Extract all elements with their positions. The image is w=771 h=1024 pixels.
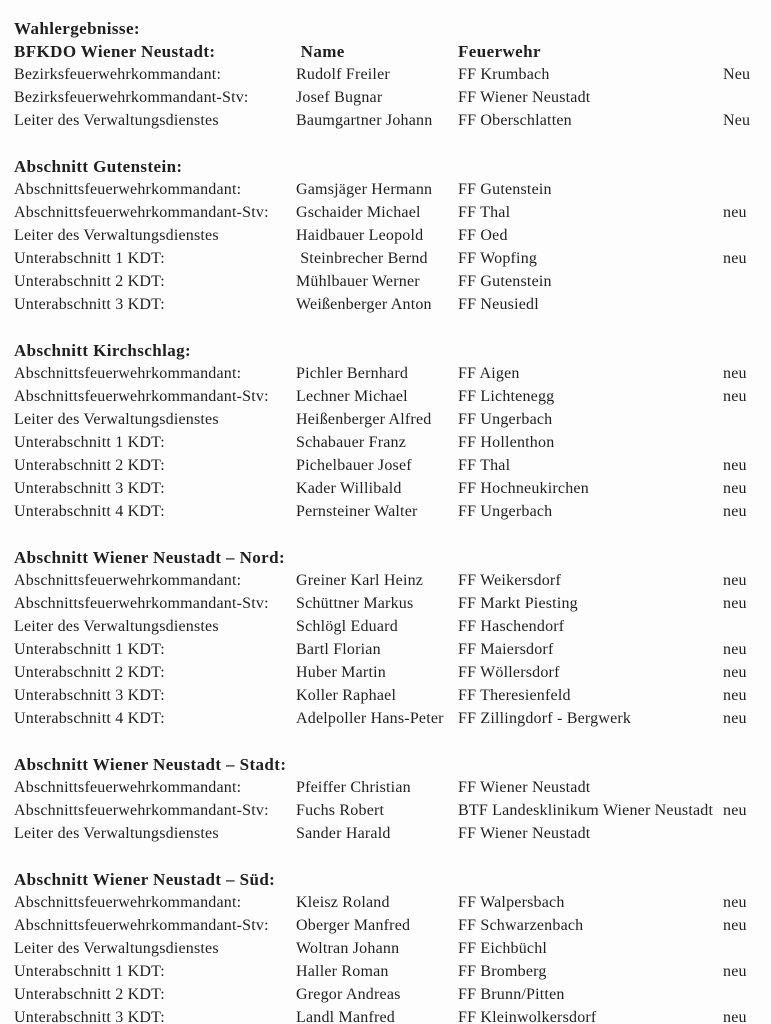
table-row — [14, 247, 761, 270]
position-cell: Abschnittsfeuerwehrkommandant-Stv: — [14, 388, 269, 405]
section-heading: Abschnitt Gutenstein: — [14, 157, 183, 176]
status-cell: Neu — [723, 112, 751, 129]
feuerwehr-cell: FF Markt Piesting — [458, 595, 578, 612]
feuerwehr-cell: FF Theresienfeld — [458, 687, 571, 704]
table-row — [14, 799, 761, 822]
feuerwehr-cell: FF Hochneukirchen — [458, 480, 589, 497]
column-header-status — [723, 40, 761, 63]
table-header-row — [14, 40, 761, 63]
name-cell: Schabauer Franz — [296, 434, 407, 451]
table-row — [14, 500, 761, 523]
name-cell: Gregor Andreas — [296, 986, 401, 1003]
section-heading: Abschnitt Wiener Neustadt – Nord: — [14, 548, 286, 567]
feuerwehr-cell: FF Zillingdorf - Bergwerk — [458, 710, 632, 727]
position-cell: Leiter des Verwaltungsdienstes — [14, 227, 219, 244]
name-cell: Weißenberger Anton — [296, 296, 432, 313]
status-cell: neu — [723, 1009, 747, 1024]
position-cell: Leiter des Verwaltungsdienstes — [14, 825, 219, 842]
table-row — [14, 914, 761, 937]
name-cell: Kader Willibald — [296, 480, 402, 497]
feuerwehr-cell: FF Wöllersdorf — [458, 664, 560, 681]
name-cell: Schüttner Markus — [296, 595, 414, 612]
table-row — [14, 592, 761, 615]
table-row — [14, 201, 761, 224]
name-cell: Kleisz Roland — [296, 894, 390, 911]
status-cell: neu — [723, 710, 747, 727]
name-cell: Gschaider Michael — [296, 204, 421, 221]
feuerwehr-cell: FF Maiersdorf — [458, 641, 554, 658]
table-row — [14, 891, 761, 914]
feuerwehr-cell: FF Ungerbach — [458, 503, 553, 520]
name-cell: Pichler Bernhard — [296, 365, 409, 382]
table-row — [14, 270, 761, 293]
status-cell: neu — [723, 365, 747, 382]
feuerwehr-cell: FF Gutenstein — [458, 181, 552, 198]
table-row — [14, 1006, 761, 1024]
feuerwehr-cell: FF Thal — [458, 204, 511, 221]
position-cell: Unterabschnitt 2 KDT: — [14, 457, 165, 474]
status-cell — [723, 224, 761, 247]
section-heading: Abschnitt Kirchschlag: — [14, 341, 192, 360]
status-cell — [723, 178, 761, 201]
name-cell: Fuchs Robert — [296, 802, 385, 819]
page-title: Wahlergebnisse: — [14, 19, 140, 38]
feuerwehr-cell: FF Wiener Neustadt — [458, 825, 591, 842]
table-row — [14, 109, 761, 132]
table-row — [14, 408, 761, 431]
section-heading: Abschnitt Wiener Neustadt – Stadt: — [14, 755, 287, 774]
name-cell: Landl Manfred — [296, 1009, 396, 1024]
position-cell: Abschnittsfeuerwehrkommandant: — [14, 572, 242, 589]
feuerwehr-cell: FF Kleinwolkersdorf — [458, 1009, 597, 1024]
table-row — [14, 638, 761, 661]
status-cell: neu — [723, 641, 747, 658]
position-cell: Abschnittsfeuerwehrkommandant: — [14, 894, 242, 911]
feuerwehr-cell: FF Neusiedl — [458, 296, 539, 313]
name-cell: Woltran Johann — [296, 940, 400, 957]
name-cell: Baumgartner Johann — [296, 112, 433, 129]
feuerwehr-cell: BTF Landesklinikum Wiener Neustadt — [458, 802, 714, 819]
position-cell: Abschnittsfeuerwehrkommandant: — [14, 779, 242, 796]
position-cell: Bezirksfeuerwehrkommandant: — [14, 66, 222, 83]
position-cell: Abschnittsfeuerwehrkommandant-Stv: — [14, 917, 269, 934]
status-cell: Neu — [723, 66, 751, 83]
status-cell — [723, 431, 761, 454]
feuerwehr-cell: FF Wiener Neustadt — [458, 779, 591, 796]
status-cell: neu — [723, 250, 747, 267]
table-row — [14, 454, 761, 477]
position-cell: Leiter des Verwaltungsdienstes — [14, 411, 219, 428]
table-row — [14, 776, 761, 799]
status-cell — [723, 822, 761, 845]
position-cell: Abschnittsfeuerwehrkommandant-Stv: — [14, 204, 269, 221]
feuerwehr-cell: FF Ungerbach — [458, 411, 553, 428]
position-cell: Unterabschnitt 1 KDT: — [14, 963, 165, 980]
status-cell: neu — [723, 917, 747, 934]
name-cell: Sander Harald — [296, 825, 391, 842]
table-row — [14, 86, 761, 109]
table-row — [14, 293, 761, 316]
position-cell: Unterabschnitt 3 KDT: — [14, 1009, 165, 1024]
table-row — [14, 362, 761, 385]
position-cell: Unterabschnitt 2 KDT: — [14, 664, 165, 681]
name-cell: Oberger Manfred — [296, 917, 411, 934]
feuerwehr-cell: FF Haschendorf — [458, 618, 565, 635]
section-abschnitt-wiener-neustadt-sued — [14, 868, 761, 1024]
status-cell: neu — [723, 457, 747, 474]
feuerwehr-cell: FF Schwarzenbach — [458, 917, 584, 934]
section-heading: BFKDO Wiener Neustadt: — [14, 42, 216, 61]
name-cell: Mühlbauer Werner — [296, 273, 420, 290]
status-cell: neu — [723, 894, 747, 911]
section-abschnitt-kirchschlag — [14, 339, 761, 523]
status-cell: neu — [723, 595, 747, 612]
position-cell: Bezirksfeuerwehrkommandant-Stv: — [14, 89, 249, 106]
status-cell: neu — [723, 664, 747, 681]
status-cell — [723, 86, 761, 109]
position-cell: Abschnittsfeuerwehrkommandant: — [14, 365, 242, 382]
section-abschnitt-wiener-neustadt-nord — [14, 546, 761, 730]
position-cell: Abschnittsfeuerwehrkommandant: — [14, 181, 242, 198]
position-cell: Unterabschnitt 1 KDT: — [14, 250, 165, 267]
name-cell: Koller Raphael — [296, 687, 397, 704]
status-cell — [723, 983, 761, 1006]
name-cell: Haidbauer Leopold — [296, 227, 424, 244]
feuerwehr-cell: FF Krumbach — [458, 66, 550, 83]
name-cell: Adelpoller Hans-Peter — [296, 710, 444, 727]
table-row — [14, 822, 761, 845]
table-row — [14, 385, 761, 408]
name-cell: Haller Roman — [296, 963, 389, 980]
status-cell: neu — [723, 963, 747, 980]
position-cell: Unterabschnitt 2 KDT: — [14, 273, 165, 290]
position-cell: Leiter des Verwaltungsdienstes — [14, 618, 219, 635]
feuerwehr-cell: FF Weikersdorf — [458, 572, 561, 589]
table-row — [14, 477, 761, 500]
name-cell: Pernsteiner Walter — [296, 503, 418, 520]
section-abschnitt-gutenstein — [14, 155, 761, 316]
table-row — [14, 63, 761, 86]
section-abschnitt-wiener-neustadt-stadt — [14, 753, 761, 845]
feuerwehr-cell: FF Lichtenegg — [458, 388, 555, 405]
feuerwehr-cell: FF Brunn/Pitten — [458, 986, 565, 1003]
table-row — [14, 960, 761, 983]
position-cell: Unterabschnitt 3 KDT: — [14, 480, 165, 497]
name-cell: Gamsjäger Hermann — [296, 181, 433, 198]
name-cell: Steinbrecher Bernd — [296, 250, 428, 267]
feuerwehr-cell: FF Oed — [458, 227, 508, 244]
column-header-feuerwehr: Feuerwehr — [458, 42, 541, 61]
name-cell: Schlögl Eduard — [296, 618, 398, 635]
position-cell: Leiter des Verwaltungsdienstes — [14, 112, 219, 129]
position-cell: Leiter des Verwaltungsdienstes — [14, 940, 219, 957]
name-cell: Heißenberger Alfred — [296, 411, 432, 428]
status-cell: neu — [723, 388, 747, 405]
name-cell: Huber Martin — [296, 664, 386, 681]
feuerwehr-cell: FF Hollenthon — [458, 434, 555, 451]
table-row — [14, 661, 761, 684]
position-cell: Abschnittsfeuerwehrkommandant-Stv: — [14, 802, 269, 819]
name-cell: Josef Bugnar — [296, 89, 383, 106]
feuerwehr-cell: FF Aigen — [458, 365, 520, 382]
feuerwehr-cell: FF Wiener Neustadt — [458, 89, 591, 106]
name-cell: Pfeiffer Christian — [296, 779, 411, 796]
status-cell: neu — [723, 204, 747, 221]
feuerwehr-cell: FF Eichbüchl — [458, 940, 548, 957]
position-cell: Unterabschnitt 3 KDT: — [14, 687, 165, 704]
position-cell: Unterabschnitt 2 KDT: — [14, 986, 165, 1003]
status-cell: neu — [723, 480, 747, 497]
feuerwehr-cell: FF Gutenstein — [458, 273, 552, 290]
status-cell: neu — [723, 572, 747, 589]
feuerwehr-cell: FF Thal — [458, 457, 511, 474]
status-cell: neu — [723, 503, 747, 520]
name-cell: Greiner Karl Heinz — [296, 572, 424, 589]
table-row — [14, 178, 761, 201]
status-cell: neu — [723, 802, 747, 819]
section-bfkdo-wiener-neustadt — [14, 40, 761, 132]
status-cell — [723, 615, 761, 638]
status-cell — [723, 937, 761, 960]
table-row — [14, 937, 761, 960]
position-cell: Unterabschnitt 1 KDT: — [14, 641, 165, 658]
table-row — [14, 707, 761, 730]
status-cell: neu — [723, 687, 747, 704]
position-cell: Unterabschnitt 4 KDT: — [14, 503, 165, 520]
position-cell: Unterabschnitt 1 KDT: — [14, 434, 165, 451]
table-row — [14, 615, 761, 638]
section-heading: Abschnitt Wiener Neustadt – Süd: — [14, 870, 276, 889]
table-row — [14, 224, 761, 247]
status-cell — [723, 776, 761, 799]
position-cell: Unterabschnitt 3 KDT: — [14, 296, 165, 313]
table-row — [14, 569, 761, 592]
feuerwehr-cell: FF Bromberg — [458, 963, 547, 980]
status-cell — [723, 293, 761, 316]
position-cell: Abschnittsfeuerwehrkommandant-Stv: — [14, 595, 269, 612]
feuerwehr-cell: FF Walpersbach — [458, 894, 565, 911]
position-cell: Unterabschnitt 4 KDT: — [14, 710, 165, 727]
table-row — [14, 431, 761, 454]
column-header-name: Name — [296, 42, 345, 61]
status-cell — [723, 408, 761, 431]
name-cell: Rudolf Freiler — [296, 66, 390, 83]
table-row — [14, 684, 761, 707]
name-cell: Lechner Michael — [296, 388, 408, 405]
status-cell — [723, 270, 761, 293]
feuerwehr-cell: FF Oberschlatten — [458, 112, 572, 129]
feuerwehr-cell: FF Wopfing — [458, 250, 538, 267]
table-row — [14, 983, 761, 1006]
name-cell: Bartl Florian — [296, 641, 381, 658]
name-cell: Pichelbauer Josef — [296, 457, 412, 474]
